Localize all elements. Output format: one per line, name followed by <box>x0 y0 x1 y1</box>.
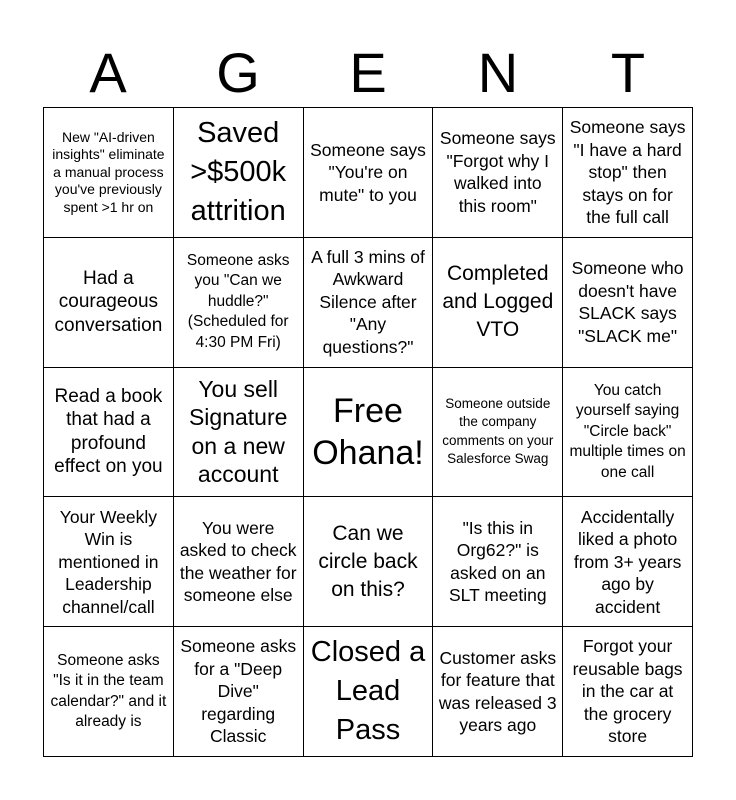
cell-text: Free Ohana! <box>312 391 424 472</box>
cell-text: Customer asks for feature that was released 3 years ago <box>438 647 557 736</box>
cell-text: You sell Signature on a new account <box>188 375 288 488</box>
header-letter-a: A <box>89 41 127 104</box>
header-letter-e: E <box>349 41 387 104</box>
header-letter-t: T <box>610 41 646 104</box>
bingo-cell-r4c1[interactable] <box>44 497 174 627</box>
header-letter-n: N <box>477 41 519 104</box>
bingo-cell-r4c4[interactable] <box>433 497 563 627</box>
cell-text: Read a book that had a profound effect on you <box>54 385 163 478</box>
bingo-cell-r4c5[interactable] <box>563 497 693 627</box>
bingo-free-space[interactable] <box>304 368 434 498</box>
cell-text: Someone asks for a "Deep Dive" regarding Classic <box>180 636 297 747</box>
bingo-cell-r3c2[interactable] <box>174 368 304 498</box>
bingo-cell-r5c2[interactable] <box>174 627 304 757</box>
bingo-board <box>43 107 693 757</box>
cell-text: Someone outside the company comments on your Salesforce Swag <box>442 395 554 467</box>
bingo-cell-r1c4[interactable] <box>433 108 563 238</box>
bingo-cell-r2c1[interactable] <box>44 238 174 368</box>
bingo-cell-r1c2[interactable] <box>174 108 304 238</box>
cell-text: You catch yourself saying "Circle back" multiple times on one call <box>569 381 686 481</box>
bingo-cell-r5c3[interactable] <box>304 627 434 757</box>
cell-text: A full 3 mins of Awkward Silence after "Any questions?" <box>311 246 425 357</box>
bingo-cell-r3c4[interactable] <box>433 368 563 498</box>
cell-text: Closed a Lead Pass <box>310 636 426 747</box>
bingo-cell-r2c3[interactable] <box>304 238 434 368</box>
bingo-cell-r2c2[interactable] <box>174 238 304 368</box>
cell-text: Had a courageous conversation <box>54 267 163 336</box>
bingo-cell-r3c5[interactable] <box>563 368 693 498</box>
bingo-cell-r3c1[interactable] <box>44 368 174 498</box>
bingo-cell-r5c5[interactable] <box>563 627 693 757</box>
bingo-cell-r4c2[interactable] <box>174 497 304 627</box>
cell-text: Completed and Logged VTO <box>442 262 554 342</box>
cell-text: Someone asks you "Can we huddle?" (Scheduled for 4:30 PM Fri) <box>186 251 290 351</box>
cell-text: Saved >$500k attrition <box>190 116 287 227</box>
cell-text: Someone says "You're on mute" to you <box>310 139 426 205</box>
bingo-cell-r1c3[interactable] <box>304 108 434 238</box>
cell-text: Accidentally liked a photo from 3+ years ago by accident <box>573 506 682 617</box>
bingo-cell-r5c1[interactable] <box>44 627 174 757</box>
cell-text: You were asked to check the weather for someone else <box>179 517 297 606</box>
bingo-cell-r2c4[interactable] <box>433 238 563 368</box>
cell-text: Forgot your reusable bags in the car at the grocery store <box>572 636 683 747</box>
cell-text: Can we circle back on this? <box>318 521 418 601</box>
cell-text: Someone says "I have a hard stop" then stays on for the full call <box>569 117 686 228</box>
cell-text: "Is this in Org62?" is asked on an SLT meeting <box>448 517 547 606</box>
bingo-header <box>43 40 693 106</box>
bingo-cell-r4c3[interactable] <box>304 497 434 627</box>
cell-text: Someone who doesn't have SLACK says "SLACK me" <box>571 258 684 346</box>
cell-text: Someone says "Forgot why I walked into this room" <box>439 128 556 216</box>
header-letter-g: G <box>216 41 260 104</box>
bingo-cell-r1c5[interactable] <box>563 108 693 238</box>
bingo-cell-r2c5[interactable] <box>563 238 693 368</box>
cell-text: New "AI-driven insights" eliminate a manual process you've previously spent >1 hr on <box>52 128 165 215</box>
bingo-cell-r5c4[interactable] <box>433 627 563 757</box>
bingo-cell-r1c1[interactable] <box>44 108 174 238</box>
cell-text: Someone asks "Is it in the team calendar?" and it already is <box>50 651 167 731</box>
cell-text: Your Weekly Win is mentioned in Leadership channel/call <box>58 506 159 617</box>
